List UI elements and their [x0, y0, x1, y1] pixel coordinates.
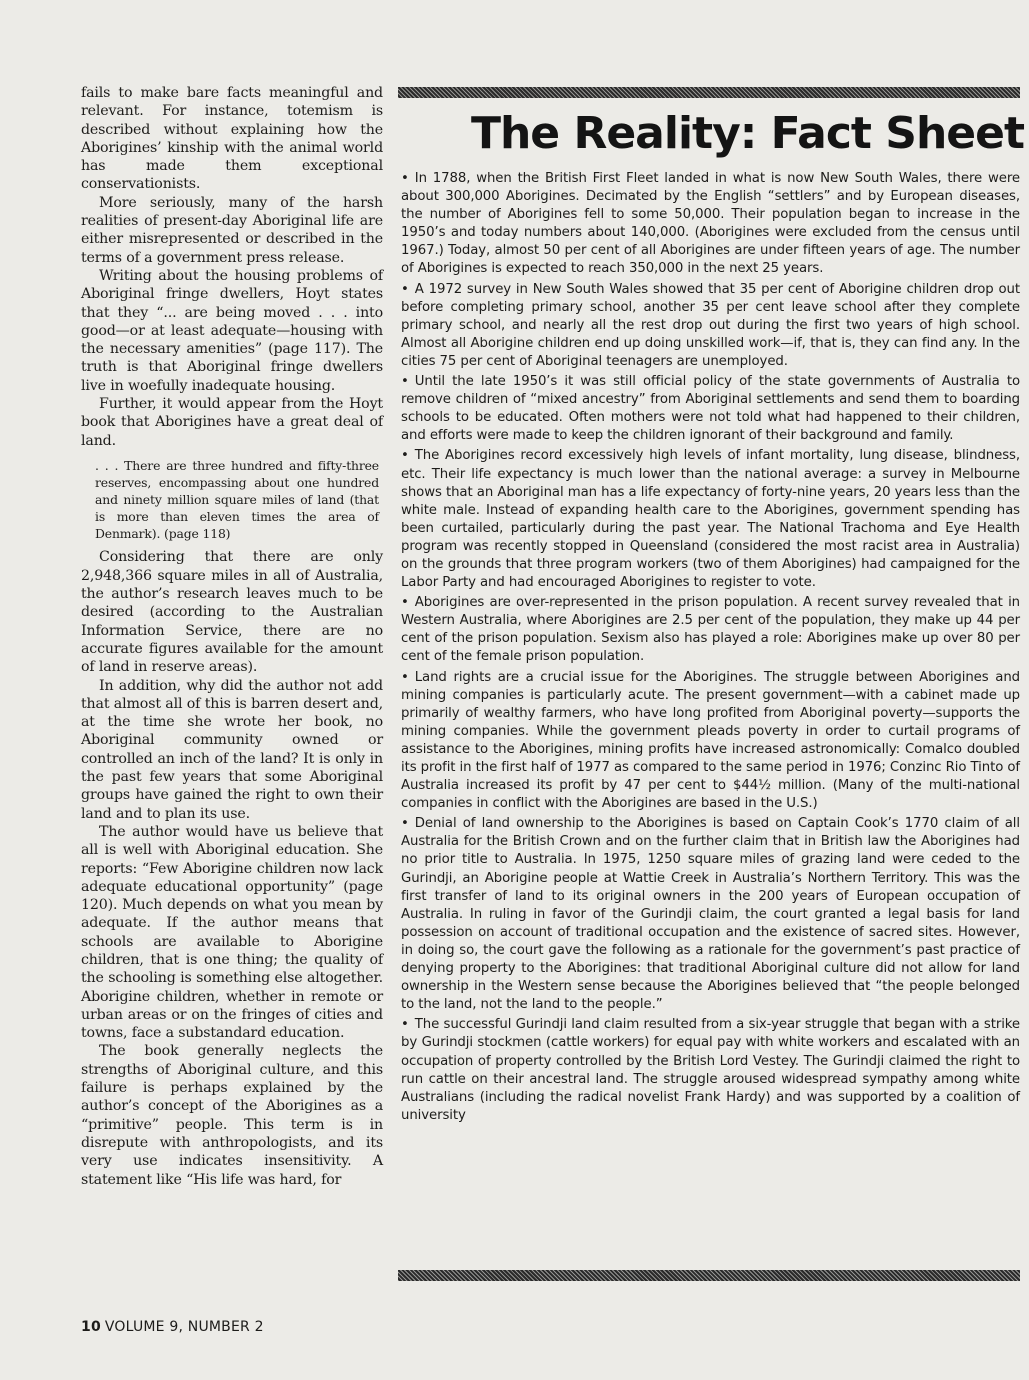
fact-text: In 1788, when the British First Fleet landed in what is now New South Wales, there were about 300,000 Aborigines. Decimated by the English “settlers” and by European diseases, the number of Aborigines fell to some 50,000. Their population began to increase in the 1950’s and today numbers about 140,000. (Aborigines were excluded from the census until 1967.) Today, almost 50 per cent of all Aborigines are under fifteen years of age. The number of Aborigines is expected to reach 350,000 in the next 25 years.: [401, 171, 1020, 277]
fact-item: [401, 447, 1020, 592]
bullet-icon: •: [401, 595, 409, 611]
fact-item: [401, 170, 1020, 279]
review-paragraph: Further, it would appear from the Hoyt book that Aborigines have a great deal of land.: [81, 396, 383, 449]
bullet-icon: •: [401, 1017, 409, 1033]
fact-text: Aborigines are over-represented in the prison population. A recent survey revealed that in Western Australia, where Aborigines are 2.5 per cent of the population, they make up 44 per cent of the prison population. Sexism also has played a role: Aborigines make up over 80 per cent of the female prison population.: [401, 595, 1020, 665]
page-number: 10: [81, 1319, 101, 1335]
bullet-icon: •: [401, 281, 409, 297]
fact-item: [401, 373, 1020, 445]
block-quote: . . . There are three hundred and fifty-three reserves, encompassing about one hundred and ninety million square miles of land (that is more than eleven times the area of Denmark). (page 118): [95, 457, 379, 541]
fact-text: Until the late 1950’s it was still official policy of the state governments of Australia to remove children of “mixed ancestry” from Aboriginal settlements and send them to boarding schools to be educated. Often mothers were not told what had happened to their children, and efforts were made to keep the children ignorant of their background and family.: [401, 374, 1020, 444]
review-paragraph: fails to make bare facts meaningful and relevant. For instance, totemism is described without explaining how the Aborigines’ kinship with the animal world has made them exceptional conservationists.: [81, 85, 383, 193]
review-paragraph: Considering that there are only 2,948,366 square miles in all of Australia, the author’s research leaves much to be desired (according to the Australian Information Service, there are no accurate figures available for the amount of land in reserve areas).: [81, 549, 383, 676]
fact-text: The successful Gurindji land claim resulted from a six-year struggle that began with a strike by Gurindji stockmen (cattle workers) for equal pay with white workers and escalated with an occupation of property controlled by the British Lord Vestey. The Gurindji claimed the right to run cattle on their ancestral land. The struggle aroused widespread sympathy among white Australians (including the radical novelist Frank Hardy) and was supported by a coalition of university: [401, 1017, 1020, 1123]
fact-text: Denial of land ownership to the Aborigines is based on Captain Cook’s 1770 claim of all Australia for the British Crown and on the further claim that in British law the Aborigines had no prior title to Australia. In 1975, 1250 square miles of grazing land were ceded to the Gurindji, an Aborigine people at Wattie Creek in Australia’s Northern Territory. This was the first transfer of land to its original owners in the 200 years of European occupation of Australia. In ruling in favor of the Gurindji claim, the court granted a legal basis for land possession on account of traditional occupation and the existence of sacred sites. However, in doing so, the court gave the following as a rationale for the government’s past practice of denying property to the Aborigines: that traditional Aboriginal culture did not allow for land ownership in the Western sense because the Aborigines believed that “the people belonged to the land, not the land to the people.”: [401, 816, 1020, 1013]
fact-text: A 1972 survey in New South Wales showed that 35 per cent of Aborigine children drop out before completing primary school, another 35 per cent leave school after they complete primary school, and nearly all the rest drop out during the first two years of high school. Almost all Aborigine children end up doing unskilled work—if, that is, they can find any. In the cities 75 per cent of Aboriginal teenagers are unemployed.: [401, 281, 1020, 369]
fact-item: [401, 815, 1020, 1014]
review-paragraph: Writing about the housing problems of Aboriginal fringe dwellers, Hoyt states that they “... are being moved . . . into good—or at least adequate—housing with the necessary amenities” (page 117). The truth is that Aboriginal fringe dwellers live in woefully inadequate housing.: [81, 267, 383, 394]
fact-text: The Aborigines record excessively high levels of infant mortality, lung disease, blindness, etc. Their life expectancy is much lower than the national average: a survey in Melbourne shows that an Aboriginal man has a life expectancy of forty-nine years, 20 years less than the white male. Instead of expanding health care to the Aborigines, government spending has been curtailed, particularly during the past year. The National Trachoma and Eye Health program was recently stopped in Queensland (considered the most racist area in Australia) on the grounds that three program workers (two of them Aborigines) had campaigned for the Labor Party and had encouraged Aborigines to register to vote.: [401, 448, 1020, 591]
bullet-icon: •: [401, 669, 409, 685]
review-paragraph: The author would have us believe that all is well with Aboriginal education. She reports: “Few Aborigine children now lack adequate educational opportunity” (page 120). Much depends on what you mean by adequate. If the author means that schools are available to Aborigine children, that is one thing; the quality of the schooling is something else altogether. Aborigine children, whether in remote or urban areas or on the fringes of cities and towns, face a substandard education.: [81, 823, 383, 1042]
review-paragraph: In addition, why did the author not add that almost all of this is barren desert and, at the time she wrote her book, no Aboriginal community owned or controlled an inch of the land? It is only in the past few years that some Aboriginal groups have gained the right to own their land and to plan its use.: [81, 677, 383, 822]
fact-item: [401, 594, 1020, 666]
fact-text: Land rights are a crucial issue for the Aborigines. The struggle between Aborigines and mining companies is particularly acute. The present government—with a cabinet made up primarily of wealthy farmers, who have long profited from Aboriginal poverty—supports the mining companies. While the government pleads poverty in order to curtail programs of assistance to the Aborigines, mining profits have increased astronomically: Comalco doubled its profit in the first half of 1977 as compared to the same period in 1976; Conzinc Rio Tinto of Australia increased its profit by 47 per cent to $44½ million. (Many of the multi-national companies in conflict with the Aborigines are based in the U.S.): [401, 669, 1020, 812]
review-paragraph: More seriously, many of the harsh realities of present-day Aboriginal life are either misrepresented or described in the terms of a government press release.: [81, 194, 383, 266]
issue-label: VOLUME 9, NUMBER 2: [104, 1319, 264, 1335]
review-paragraph: The book generally neglects the strengths of Aboriginal culture, and this failure is perhaps explained by the author’s concept of the Aborigines as a “primitive” people. This term is in disrepute with anthropologists, and its very use indicates insensitivity. A statement like “His life was hard, for: [81, 1043, 383, 1188]
fact-sheet-title: The Reality: Fact Sheet: [470, 108, 1024, 159]
top-decorative-rule: [398, 87, 1020, 98]
review-column: [81, 84, 383, 1189]
bullet-icon: •: [401, 448, 409, 464]
bullet-icon: •: [401, 374, 409, 390]
fact-item: [401, 669, 1020, 814]
page-footer: [81, 1319, 264, 1335]
fact-item: [401, 281, 1020, 371]
bullet-icon: •: [401, 171, 409, 186]
bullet-icon: •: [401, 816, 409, 832]
bottom-decorative-rule: [398, 1270, 1020, 1281]
fact-item: [401, 1016, 1020, 1125]
fact-sheet-body: [401, 170, 1020, 1127]
